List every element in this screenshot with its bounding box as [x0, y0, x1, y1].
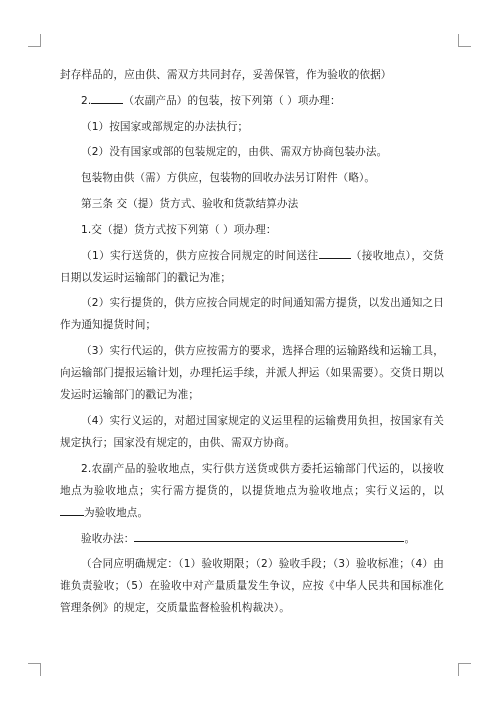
paragraph-sample-sealing: 封存样品的，应由供、需双方共同封存，妥善保管，作为验收的依据）: [60, 69, 392, 81]
paragraph-contract-requirements: （合同应明确规定：（1）验收期限；（2）验收手段；（3）验收标准；（4）由谁负责验收；（5）在验收中对产量质量发生争议，应按《中华人民共和国标准化管理条例》的规定，交质量监督检验机构裁决）。: [60, 558, 444, 615]
paragraph-delivery-item-1: （1）实行送货的，供方应按合同规定的时间送往 （接收地点），交货日期以发运时运输部门的戳记为准；: [60, 245, 444, 289]
blank-field-receiving-location[interactable]: [319, 246, 351, 259]
document-body: [60, 64, 444, 623]
paragraph-packaging: 2. （农副产品）的包装，按下列第（ ）项办理：: [60, 90, 444, 112]
paragraph-packaging-supply: 包装物由供（需）方供应，包装物的回收办法另订附件（略）。: [81, 172, 376, 185]
blank-field-inspection-location[interactable]: [60, 503, 84, 516]
blank-field-product[interactable]: [91, 91, 123, 104]
crop-mark-bottom-right: [458, 663, 471, 676]
article-three-heading: 第三条 交（提）货方式、验收和货款结算办法: [81, 197, 299, 210]
paragraph-inspection-location: 2.农副产品的验收地点，实行供方送货或供方委托运输部门代运的，以接收地点为验收地点；实行需方提货的，以提货地点为验收地点；实行义运的，以为验收地点。: [60, 462, 444, 519]
paragraph-delivery-item-4: （4）实行义运的，对超过国家规定的义运里程的运输费用负担，按国家有关规定执行；国家没有规定的，由供、需双方协商。: [60, 414, 444, 449]
blank-field-inspection-method[interactable]: [134, 529, 404, 542]
crop-mark-top-left: [28, 34, 41, 47]
paragraph-packaging-item-2: （2）没有国家或部的包装规定的，由供、需双方协商包装办法。: [81, 146, 388, 159]
paragraph-packaging-item-1: （1）按国家或部规定的办法执行；: [81, 120, 249, 133]
paragraph-delivery-method: 1.交（提）货方式按下列第（ ）项办理：: [81, 223, 277, 236]
paragraph-delivery-item-2: （2）实行提货的，供方应按合同规定的时间通知需方提货，以发出通知之日作为通知提货时间；: [60, 297, 444, 332]
crop-mark-top-right: [458, 34, 471, 47]
crop-mark-bottom-left: [28, 663, 41, 676]
paragraph-inspection-method: 验收办法： 。: [60, 528, 444, 550]
paragraph-delivery-item-3: （3）实行代运的，供方应按需方的要求，选择合理的运输路线和运输工具，向运输部门提报运输计划，办理托运手续，并派人押运（如果需要）。交货日期以发运时运输部门的戳记为准；: [60, 345, 444, 402]
